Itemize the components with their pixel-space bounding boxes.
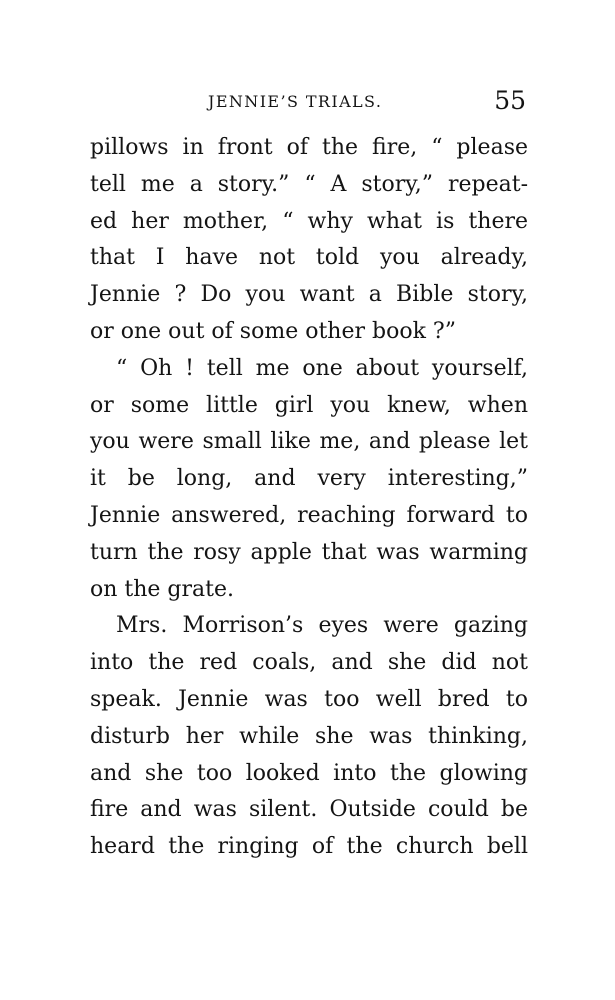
text-line: or one out of some other book ?” [90, 318, 456, 344]
text-line: “ Oh ! tell me one about yourself, [116, 355, 528, 381]
text-line: that I have not told you already, [90, 245, 528, 271]
page-number: 55 [494, 86, 526, 115]
text-line: fire and was silent. Outside could be [90, 797, 528, 823]
text-line: ed her mother, “ why what is there [90, 208, 528, 234]
text-line: disturb her while she was thinking, [90, 723, 528, 749]
text-line: into the red coals, and she did not [90, 650, 528, 676]
text-line: heard the ringing of the church bell [90, 834, 528, 860]
body-text [90, 130, 528, 866]
text-line: Jennie ? Do you want a Bible story, [90, 282, 528, 308]
running-title: JENNIE’S TRIALS. [208, 92, 383, 111]
text-line: it be long, and very interesting,” [90, 466, 528, 492]
text-line: on the grate. [90, 576, 234, 602]
text-line: or some little girl you knew, when [90, 392, 528, 418]
text-line: and she too looked into the glowing [90, 760, 528, 786]
text-line: turn the rosy apple that was warming [90, 539, 528, 565]
text-line: Mrs. Morrison’s eyes were gazing [116, 613, 528, 639]
text-line: Jennie answered, reaching forward to [90, 502, 528, 528]
text-line: you were small like me, and please let [90, 429, 528, 455]
running-head [90, 86, 528, 116]
text-line: tell me a story.” “ A story,” repeat- [90, 171, 528, 197]
text-line: pillows in front of the fire, “ please [90, 135, 528, 160]
text-line: speak. Jennie was too well bred to [90, 686, 528, 712]
